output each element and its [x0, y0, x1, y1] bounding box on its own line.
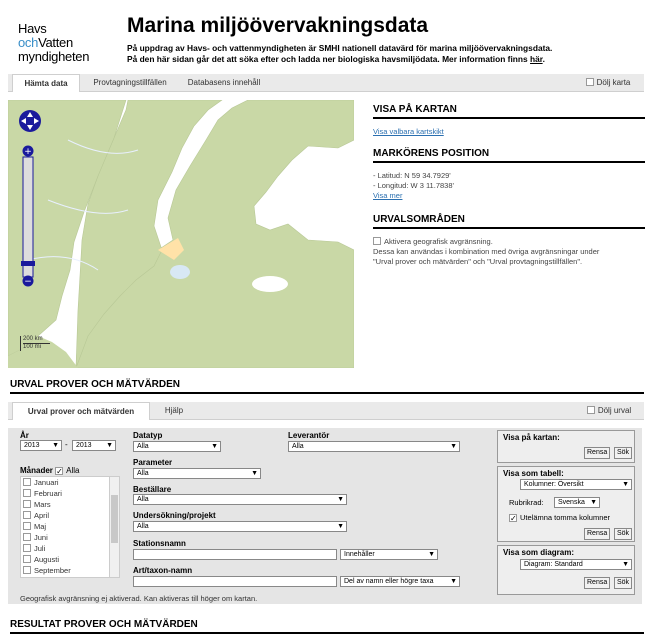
table-search-button[interactable]: Sök — [614, 528, 632, 540]
taxon-mode-select[interactable]: Del av namn eller högre taxa ▼ — [340, 576, 460, 587]
supplier-label: Leverantör — [288, 431, 330, 440]
station-label: Stationsnamn — [133, 539, 186, 548]
tab-help[interactable]: Hjälp — [164, 406, 184, 415]
diagram-search-button[interactable]: Sök — [614, 577, 632, 589]
intro-line1: På uppdrag av Havs- och vattenmyndigheten är SMHI nationell datavärd för marina miljöövervakningsdata. — [127, 43, 553, 53]
month-label: Augusti — [34, 555, 60, 564]
scale-mi: 100 mi — [23, 343, 50, 351]
month-item[interactable] — [21, 543, 119, 554]
zoom-slider-handle[interactable] — [21, 261, 35, 266]
month-checkbox[interactable] — [23, 533, 31, 541]
months-list[interactable] — [20, 476, 120, 578]
month-label: Januari — [34, 478, 59, 487]
area-desc-2: "Urval prover och mätvärden" och "Urval provtagningstillfällen". — [373, 257, 583, 266]
area-desc-1: Dessa kan användas i kombination med övriga avgränsningar under — [373, 247, 600, 256]
taxon-input[interactable] — [133, 576, 337, 587]
show-on-map-heading: VISA PÅ KARTAN — [373, 104, 645, 119]
project-select[interactable]: Alla ▼ — [133, 521, 347, 532]
gulf-of-finland — [252, 276, 288, 292]
map-view[interactable] — [8, 100, 354, 368]
tab-databasens-innehall[interactable]: Databasens innehåll — [187, 78, 261, 87]
geo-note: Geografisk avgränsning ej aktiverad. Kan aktiveras till höger om kartan. — [20, 594, 258, 603]
month-item[interactable] — [21, 488, 119, 499]
hav-logo — [18, 22, 118, 64]
logo-line2b: Vatten — [38, 35, 73, 50]
header-row-label: Rubrikrad: — [509, 498, 544, 507]
intro-text — [127, 43, 647, 65]
map-search-button[interactable]: Sök — [614, 447, 632, 459]
zoom-slider-track[interactable] — [23, 157, 33, 277]
month-checkbox[interactable] — [23, 522, 31, 530]
tab-selection[interactable]: Urval prover och mätvärden — [12, 402, 150, 420]
geo-limit-checkbox[interactable] — [373, 237, 381, 245]
map-canvas[interactable] — [8, 100, 354, 368]
show-on-map-box-title: Visa på kartan: — [503, 433, 560, 442]
diagram-select[interactable]: Diagram: Standard ▼ — [520, 559, 632, 570]
month-item[interactable] — [21, 521, 119, 532]
months-scroll-thumb[interactable] — [111, 495, 118, 543]
selection-areas-heading: URVALSOMRÅDEN — [373, 214, 645, 229]
geo-limit-label: Aktivera geografisk avgränsning. — [384, 237, 493, 246]
year-label: År — [20, 431, 29, 440]
orderer-label: Beställare — [133, 485, 172, 494]
hide-selection-label: Dölj urval — [597, 406, 632, 415]
month-checkbox[interactable] — [23, 478, 31, 486]
month-checkbox[interactable] — [23, 566, 31, 574]
selection-areas-section — [373, 214, 645, 267]
pan-zoom-bar[interactable] — [17, 107, 43, 289]
month-label: Juni — [34, 533, 48, 542]
supplier-select[interactable]: Alla ▼ — [288, 441, 460, 452]
year-dash: - — [65, 440, 68, 449]
year-from-select[interactable]: 2013 ▼ — [20, 440, 62, 451]
show-table-box — [497, 466, 635, 542]
month-label: Juli — [34, 544, 46, 553]
month-item[interactable] — [21, 554, 119, 565]
month-checkbox[interactable] — [23, 511, 31, 519]
show-diagram-box — [497, 545, 635, 595]
month-checkbox[interactable] — [23, 489, 31, 497]
intro-line2: På den här sidan går det att söka efter och ladda ner biologiska havsmiljödata. Mer information finns — [127, 54, 528, 64]
show-table-box-title: Visa som tabell: — [503, 469, 564, 478]
intro-end: . — [542, 54, 545, 64]
hide-map-label: Dölj karta — [596, 78, 631, 87]
show-layers-link[interactable]: Visa valbara kartskikt — [373, 127, 444, 136]
hide-map-checkbox[interactable] — [586, 78, 594, 86]
month-label: Februari — [34, 489, 62, 498]
show-on-map-section — [373, 104, 645, 137]
month-checkbox[interactable] — [23, 555, 31, 563]
marker-position-section — [373, 148, 645, 201]
all-months-label: Alla — [66, 466, 80, 475]
show-more-link[interactable]: Visa mer — [373, 191, 403, 200]
minus-icon: − — [24, 277, 32, 287]
tab-provtagningstillfallen[interactable]: Provtagningstillfällen — [93, 78, 167, 87]
table-clear-button[interactable]: Rensa — [584, 528, 610, 540]
hide-selection-checkbox[interactable] — [587, 406, 595, 414]
month-item[interactable] — [21, 532, 119, 543]
plus-icon: + — [24, 147, 32, 157]
month-item[interactable] — [21, 565, 119, 576]
show-diagram-box-title: Visa som diagram: — [503, 548, 574, 557]
selection-heading: URVAL PROVER OCH MÄTVÄRDEN — [10, 379, 644, 394]
months-header — [20, 466, 79, 475]
datatype-label: Datatyp — [133, 431, 163, 440]
month-checkbox[interactable] — [23, 500, 31, 508]
hide-selection-toggle[interactable] — [580, 402, 638, 420]
month-label: April — [34, 511, 50, 520]
project-label: Undersökning/projekt — [133, 511, 216, 520]
marker-latitude: - Latitud: N 59 34.7929' — [373, 171, 451, 180]
month-label: Maj — [34, 522, 47, 531]
station-input[interactable] — [133, 549, 337, 560]
map-clear-button[interactable]: Rensa — [584, 447, 610, 459]
main-tabbar — [8, 74, 644, 92]
zoom-control — [17, 107, 43, 294]
page-title: Marina miljöövervakningsdata — [127, 14, 429, 37]
month-item[interactable] — [21, 477, 119, 488]
omit-empty-checkbox[interactable] — [509, 514, 517, 522]
marker-position-heading: MARKÖRENS POSITION — [373, 148, 645, 163]
lake-vanern — [170, 265, 190, 279]
hide-map-toggle[interactable] — [578, 74, 638, 92]
omit-empty-label: Utelämna tomma kolumner — [520, 513, 611, 522]
months-label: Månader — [20, 466, 53, 475]
datatype-select[interactable]: Alla ▼ — [133, 441, 221, 452]
tab-hamta-data[interactable]: Hämta data — [12, 74, 80, 92]
logo-line1: Havs — [18, 21, 47, 36]
columns-select[interactable]: Kolumner: Översikt ▼ — [520, 479, 632, 490]
year-to-select[interactable]: 2013 ▼ — [72, 440, 116, 451]
result-heading: RESULTAT PROVER OCH MÄTVÄRDEN — [10, 619, 644, 634]
logo-line2a: och — [18, 35, 39, 50]
show-on-map-box — [497, 430, 635, 463]
header-row-select[interactable]: Svenska ▼ — [554, 497, 600, 508]
map-scale — [20, 336, 50, 351]
scale-km: 200 km — [23, 336, 43, 342]
month-checkbox[interactable] — [23, 544, 31, 552]
marker-longitude: - Longitud: W 3 11.7838' — [373, 181, 454, 190]
all-months-checkbox[interactable] — [55, 467, 63, 475]
month-item[interactable] — [21, 499, 119, 510]
month-label: September — [34, 566, 71, 575]
selection-tabbar — [8, 402, 644, 420]
parameter-select[interactable]: Alla ▼ — [133, 468, 261, 479]
month-label: Mars — [34, 500, 51, 509]
months-scrollbar[interactable] — [109, 477, 119, 577]
orderer-select[interactable]: Alla ▼ — [133, 494, 347, 505]
station-mode-select[interactable]: Innehåller ▼ — [340, 549, 438, 560]
parameter-label: Parameter — [133, 458, 173, 467]
diagram-clear-button[interactable]: Rensa — [584, 577, 610, 589]
more-info-link[interactable]: här — [530, 54, 543, 64]
month-item[interactable] — [21, 510, 119, 521]
logo-line3: myndigheten — [18, 49, 90, 64]
taxon-label: Art/taxon-namn — [133, 566, 193, 575]
